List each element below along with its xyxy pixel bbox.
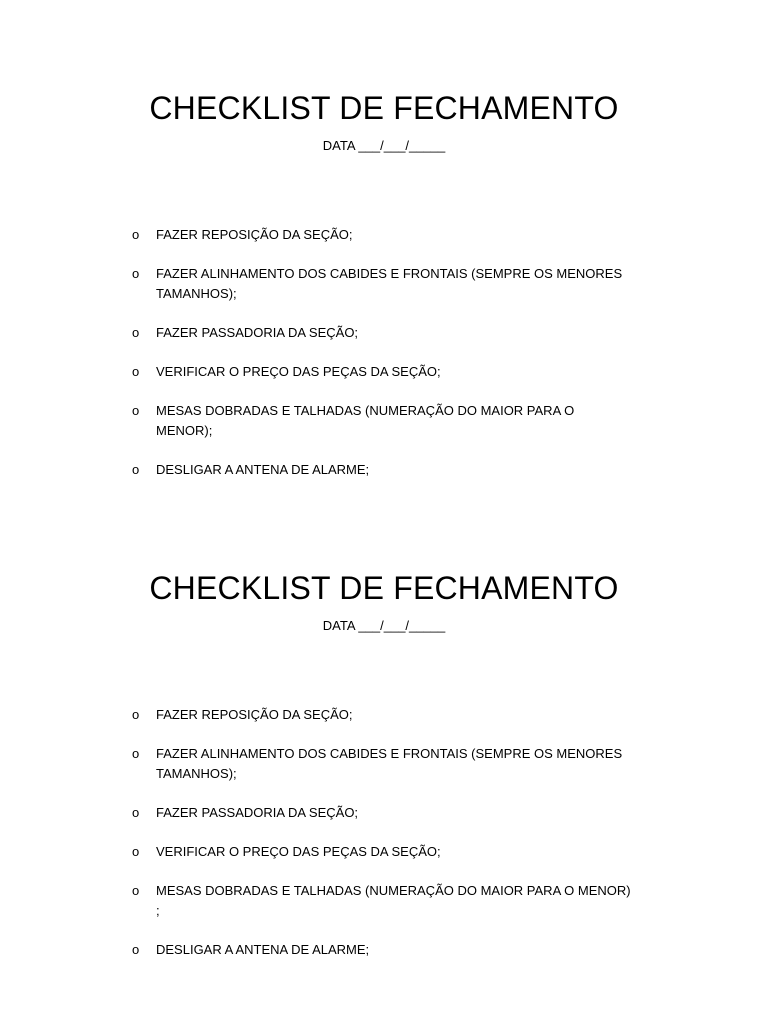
checklist-item-text: FAZER REPOSIÇÃO DA SEÇÃO; [156,227,353,242]
checklist-section [0,568,768,957]
checklist-item [132,705,632,725]
checklist-item [132,842,632,862]
bullet-icon: o [132,364,140,379]
bullet-icon: o [132,805,140,820]
bullet-icon: o [132,746,140,761]
checklist-item [132,225,632,245]
date-line: DATA ___/___/_____ [322,138,446,153]
checklist-item [132,460,632,480]
checklist-item [132,940,632,960]
checklist-title: CHECKLIST DE FECHAMENTO [149,90,619,126]
checklist-item-text: VERIFICAR O PREÇO DAS PEÇAS DA SEÇÃO; [156,844,441,859]
checklist-item [132,323,632,343]
checklist-item [132,881,632,921]
checklist-item-text: FAZER REPOSIÇÃO DA SEÇÃO; [156,707,353,722]
bullet-icon: o [132,942,140,957]
checklist-item-text: VERIFICAR O PREÇO DAS PEÇAS DA SEÇÃO; [156,364,441,379]
bullet-icon: o [132,707,140,722]
date-line: DATA ___/___/_____ [322,618,446,633]
checklist-item [132,362,632,382]
bullet-icon: o [132,266,140,281]
bullet-icon: o [132,403,140,418]
bullet-icon: o [132,883,140,898]
checklist-item-text: FAZER ALINHAMENTO DOS CABIDES E FRONTAIS (SEMPRE OS MENORES TAMANHOS); [156,266,623,301]
checklist-item [132,744,632,784]
bullet-icon: o [132,844,140,859]
checklist-item-text: DESLIGAR A ANTENA DE ALARME; [156,942,370,957]
bullet-icon: o [132,462,140,477]
checklist-item-text: MESAS DOBRADAS E TALHADAS (NUMERAÇÃO DO MAIOR PARA O MENOR); [156,403,575,438]
checklist-list [132,705,632,979]
checklist-title: CHECKLIST DE FECHAMENTO [149,570,619,606]
checklist-item-text: FAZER PASSADORIA DA SEÇÃO; [156,325,359,340]
checklist-item-text: FAZER PASSADORIA DA SEÇÃO; [156,805,359,820]
checklist-item-text: FAZER ALINHAMENTO DOS CABIDES E FRONTAIS (SEMPRE OS MENORES TAMANHOS); [156,746,623,781]
checklist-item-text: DESLIGAR A ANTENA DE ALARME; [156,462,370,477]
bullet-icon: o [132,227,140,242]
checklist-item [132,264,632,304]
checklist-list [132,225,632,499]
checklist-item-text: MESAS DOBRADAS E TALHADAS (NUMERAÇÃO DO MAIOR PARA O MENOR) ; [156,883,631,918]
checklist-section [0,88,768,477]
checklist-item [132,803,632,823]
bullet-icon: o [132,325,140,340]
checklist-item [132,401,632,441]
